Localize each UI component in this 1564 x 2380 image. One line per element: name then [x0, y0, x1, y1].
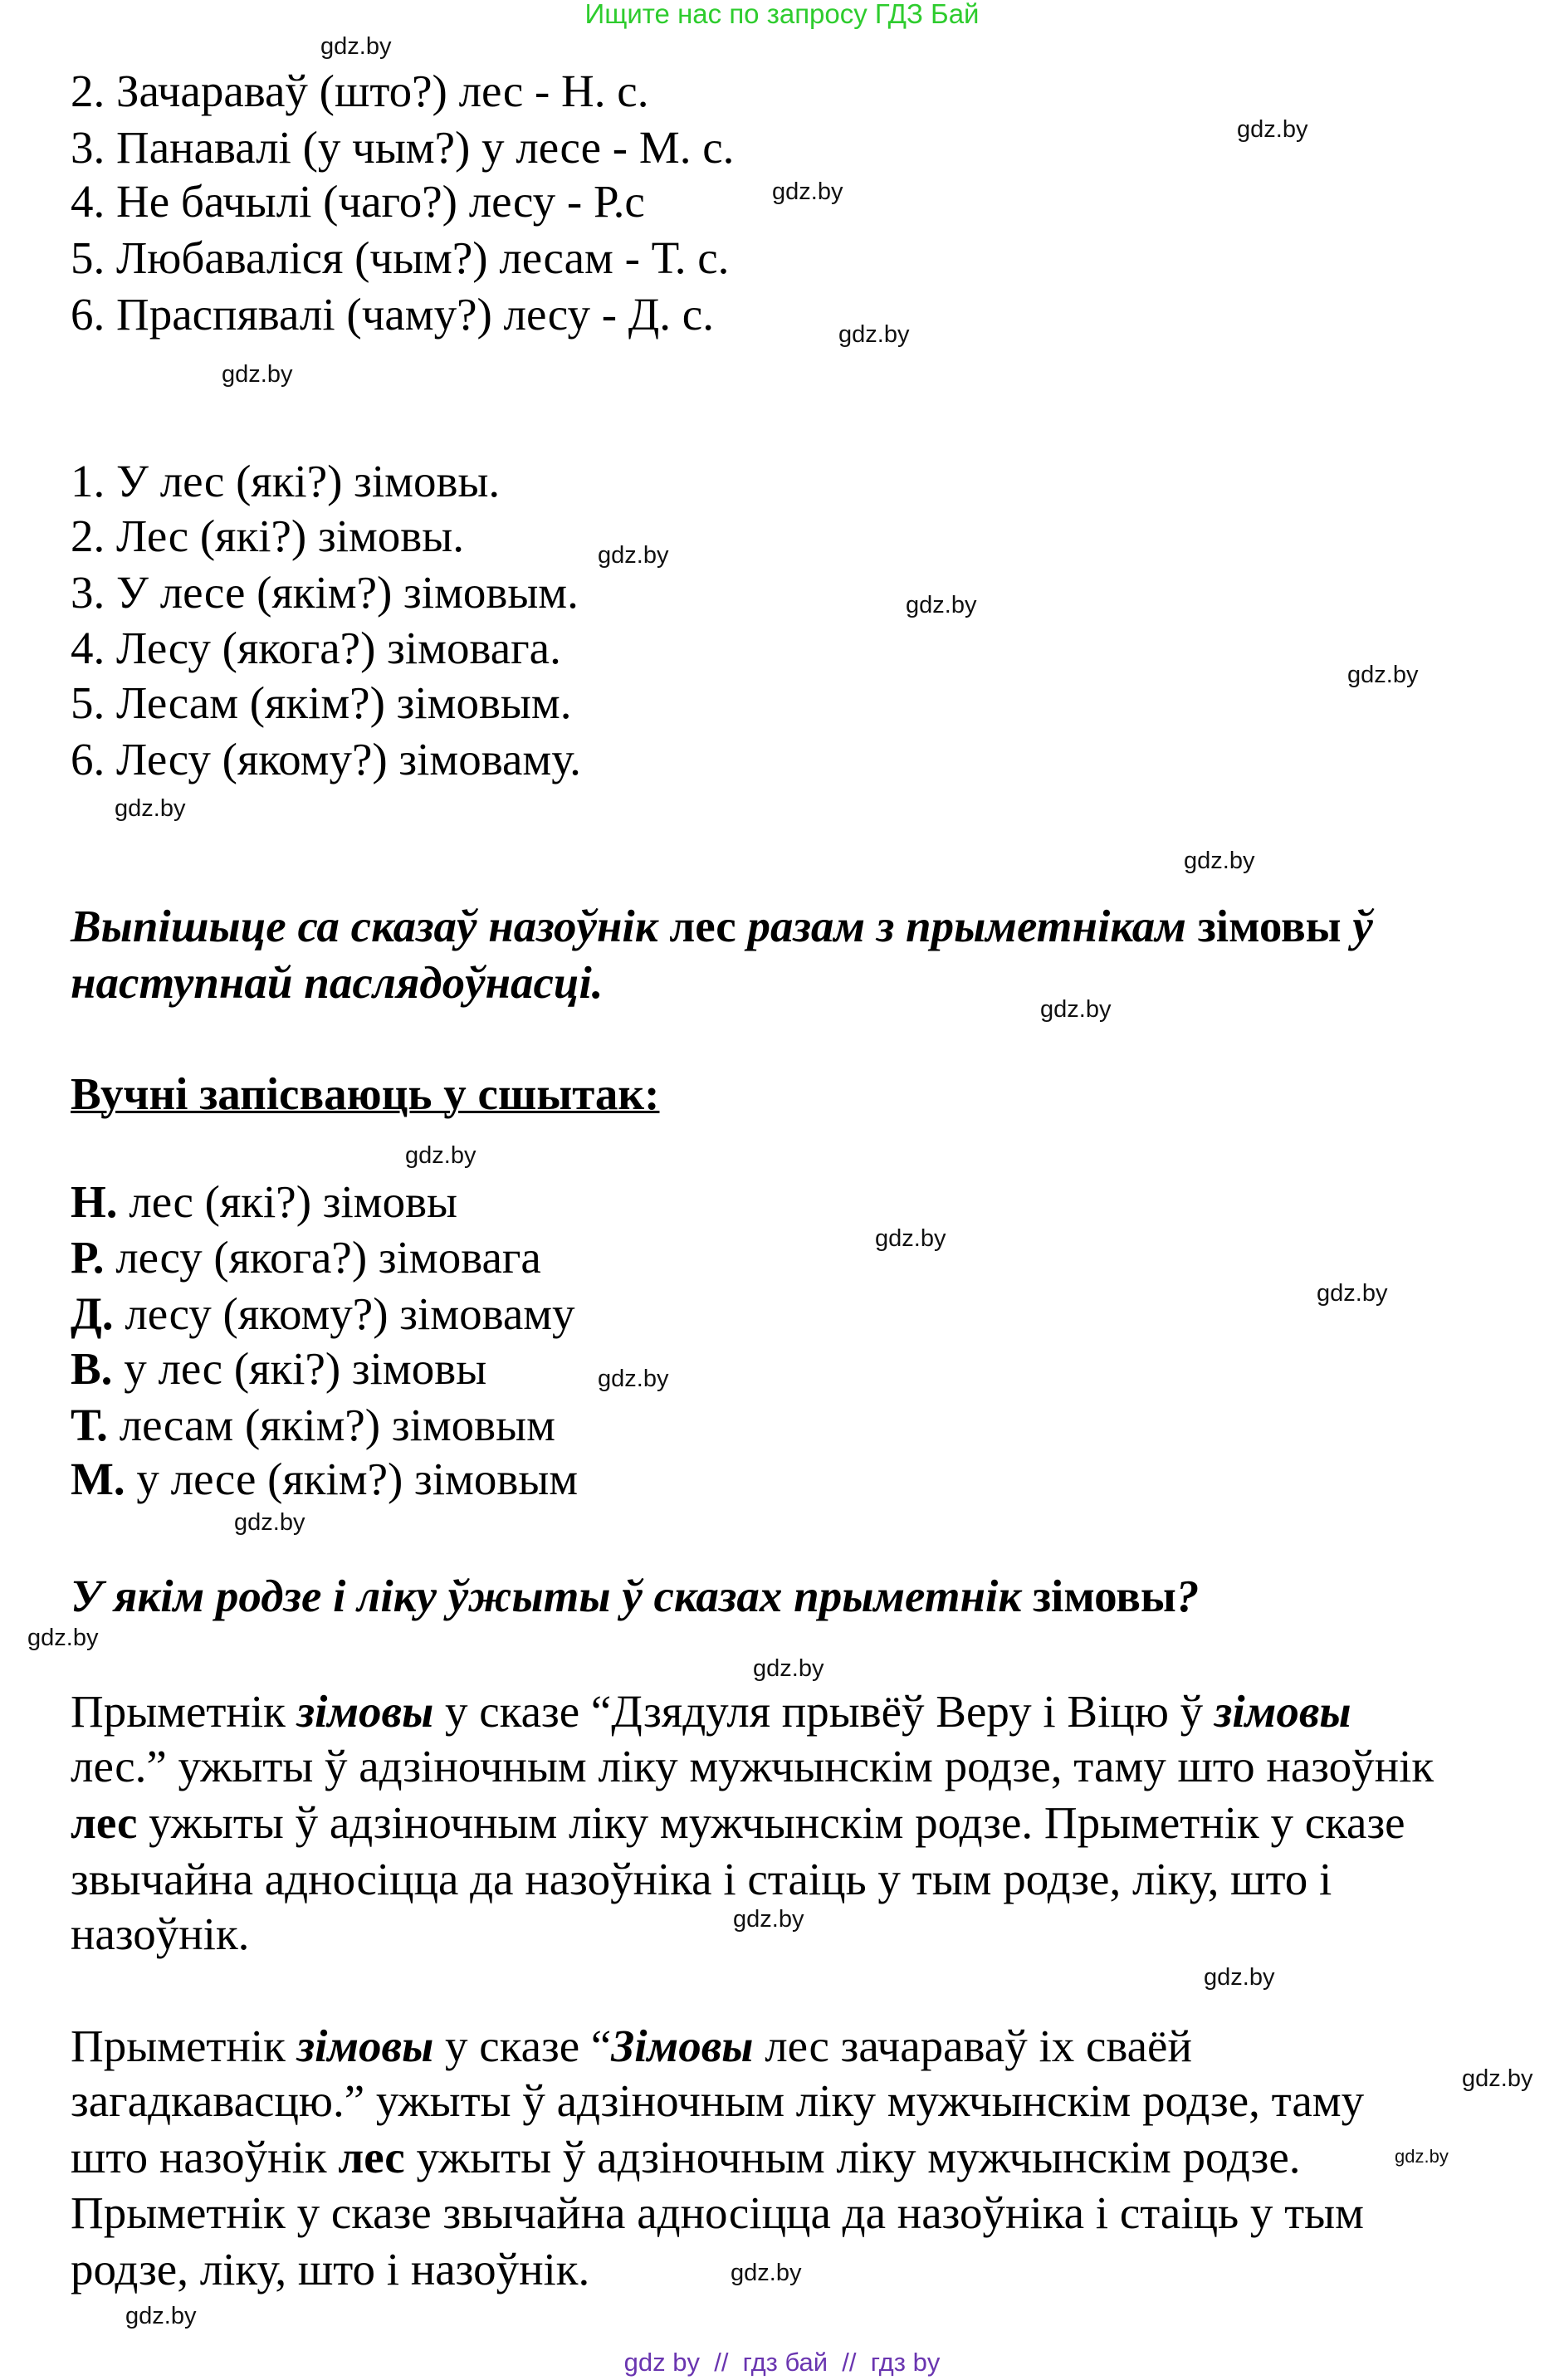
- text-segment: 1. У лес (які?) зімовы.: [71, 456, 501, 506]
- watermark: gdz.by: [838, 321, 910, 348]
- text-segment: 5. Лесам (якім?) зімовым.: [71, 677, 572, 728]
- case-question-line: [71, 65, 648, 118]
- text-segment: В.: [71, 1343, 113, 1394]
- watermark: gdz.by: [1237, 116, 1308, 143]
- text-segment: 3. У лесе (якім?) зімовым.: [71, 567, 579, 618]
- paragraph-line: [71, 2187, 1364, 2240]
- text-segment: М.: [71, 1454, 125, 1504]
- text-segment: лесу (якому?) зімоваму: [113, 1288, 575, 1339]
- text-segment: Прыметнік: [71, 1686, 297, 1737]
- watermark: gdz.by: [27, 1625, 99, 1651]
- text-segment: што назоўнік: [71, 2132, 339, 2182]
- text-segment: Вучні запісваюць у сшытак:: [71, 1068, 660, 1119]
- text-segment: 2. Лес (які?) зімовы.: [71, 511, 464, 561]
- text-segment: у лес (які?) зімовы: [112, 1343, 487, 1394]
- declension-row: [71, 1231, 541, 1284]
- watermark: gdz.by: [115, 795, 186, 822]
- text-segment: Зімовы: [611, 2021, 754, 2071]
- text-segment: ужыты ў адзіночным ліку мужчынскім родзе.: [404, 2132, 1301, 2182]
- watermark: gdz.by: [1040, 996, 1112, 1023]
- text-segment: лесам (якім?) зімовым: [107, 1400, 555, 1450]
- adjective-question-line: [71, 677, 571, 730]
- declension-row: [71, 1453, 578, 1506]
- notebook-subheading: [71, 1068, 659, 1121]
- paragraph-line: [71, 1796, 1405, 1850]
- adjective-question-line: [71, 622, 561, 675]
- text-segment: зімовы: [1032, 1571, 1176, 1621]
- text-segment: 4. Не бачылі (чаго?) лесу - Р.с: [71, 176, 645, 227]
- text-segment: лес зачараваў іх сваёй: [753, 2021, 1192, 2071]
- task-heading-line: [71, 956, 604, 1009]
- text-segment: разам з прыметнікам: [736, 901, 1198, 951]
- task-heading-line: [71, 900, 1373, 953]
- question-heading: [71, 1570, 1199, 1623]
- paragraph-line: [71, 1908, 249, 1961]
- text-segment: 6. Праспявалі (чаму?) лесу - Д. с.: [71, 289, 714, 340]
- text-segment: у лесе (якім?) зімовым: [125, 1454, 579, 1504]
- watermark: gdz.by: [1395, 2146, 1449, 2167]
- watermark: gdz.by: [1204, 1964, 1275, 1991]
- text-segment: Н.: [71, 1176, 118, 1227]
- text-segment: у сказе “Дзядуля прывёў Веру і Віцю ў: [433, 1686, 1215, 1737]
- text-segment: ужыты ў адзіночным ліку мужчынскім родзе. Прыметнік у сказе: [137, 1797, 1405, 1848]
- watermark: gdz.by: [906, 592, 977, 618]
- adjective-question-line: [71, 566, 579, 619]
- watermark: gdz.by: [753, 1655, 824, 1682]
- watermark: gdz.by: [598, 1366, 669, 1392]
- text-segment: загадкавасцю.” ужыты ў адзіночным ліку мужчынскім родзе, таму: [71, 2075, 1365, 2126]
- text-segment: Т.: [71, 1400, 108, 1450]
- paragraph-line: [71, 2131, 1300, 2184]
- watermark: gdz.by: [125, 2303, 197, 2329]
- footer-links: gdz by // гдз бай // гдз by: [623, 2348, 941, 2377]
- text-segment: лес: [71, 1797, 138, 1848]
- case-question-line: [71, 121, 734, 174]
- watermark: gdz.by: [772, 178, 843, 205]
- text-segment: наступнай паслядоўнасці.: [71, 957, 604, 1008]
- declension-row: [71, 1175, 457, 1229]
- text-segment: Прыметнік: [71, 2021, 297, 2071]
- text-segment: лес.” ужыты ў адзіночным ліку мужчынскім родзе, таму што назоўнік: [71, 1741, 1434, 1791]
- text-segment: зімовы: [1197, 901, 1342, 951]
- text-segment: 6. Лесу (якому?) зімоваму.: [71, 734, 581, 784]
- text-segment: лес (які?) зімовы: [117, 1176, 457, 1227]
- text-segment: ў: [1341, 901, 1373, 951]
- case-question-line: [71, 232, 729, 285]
- watermark: gdz.by: [875, 1225, 946, 1252]
- text-segment: зімовы: [296, 1686, 434, 1737]
- text-segment: назоўнік.: [71, 1908, 250, 1959]
- watermark: gdz.by: [598, 542, 669, 569]
- declension-row: [71, 1342, 486, 1395]
- declension-row: [71, 1288, 575, 1341]
- case-question-line: [71, 288, 714, 341]
- text-segment: родзе, ліку, што і назоўнік.: [71, 2244, 590, 2294]
- watermark: gdz.by: [731, 2260, 802, 2286]
- text-segment: ?: [1175, 1571, 1200, 1621]
- paragraph-line: [71, 2020, 1192, 2073]
- text-segment: у сказе “: [433, 2021, 612, 2071]
- watermark: gdz.by: [320, 33, 392, 60]
- adjective-question-line: [71, 733, 581, 786]
- watermark: gdz.by: [1462, 2065, 1533, 2092]
- text-segment: лесу (якога?) зімовага: [104, 1232, 541, 1283]
- text-segment: лес: [669, 901, 736, 951]
- watermark: gdz.by: [733, 1906, 804, 1933]
- watermark: gdz.by: [222, 361, 293, 388]
- paragraph-line: [71, 2075, 1364, 2128]
- declension-row: [71, 1399, 555, 1452]
- text-segment: У якім родзе і ліку ўжыты ў сказах прыметнік: [71, 1571, 1033, 1621]
- text-segment: Прыметнік у сказе звычайна адносіцца да назоўніка і стаіць у тым: [71, 2187, 1364, 2238]
- text-segment: 2. Зачараваў (што?) лес - Н. с.: [71, 66, 649, 116]
- paragraph-line: [71, 1685, 1351, 1738]
- watermark: gdz.by: [1347, 662, 1419, 688]
- case-question-line: [71, 175, 645, 228]
- text-segment: Р.: [71, 1232, 105, 1283]
- adjective-question-line: [71, 455, 500, 508]
- paragraph-line: [71, 1740, 1434, 1793]
- text-segment: зімовы: [296, 2021, 434, 2071]
- watermark: gdz.by: [1317, 1280, 1388, 1307]
- text-segment: зімовы: [1214, 1686, 1351, 1737]
- text-segment: 4. Лесу (якога?) зімовага.: [71, 623, 561, 673]
- text-segment: Выпішыце са сказаў назоўнік: [71, 901, 670, 951]
- text-segment: 5. Любаваліся (чым?) лесам - Т. с.: [71, 232, 730, 283]
- adjective-question-line: [71, 510, 464, 563]
- text-segment: лес: [338, 2132, 405, 2182]
- text-segment: 3. Панавалі (у чым?) у лесе - М. с.: [71, 122, 735, 173]
- search-hint-banner: Ищите нас по запросу ГДЗ Бай: [584, 0, 980, 29]
- paragraph-line: [71, 1853, 1332, 1906]
- text-segment: звычайна адносіцца да назоўніка і стаіць у тым родзе, ліку, што і: [71, 1854, 1332, 1904]
- watermark: gdz.by: [1184, 848, 1255, 874]
- watermark: gdz.by: [234, 1509, 305, 1536]
- paragraph-line: [71, 2243, 589, 2296]
- watermark: gdz.by: [405, 1142, 477, 1169]
- text-segment: Д.: [71, 1288, 114, 1339]
